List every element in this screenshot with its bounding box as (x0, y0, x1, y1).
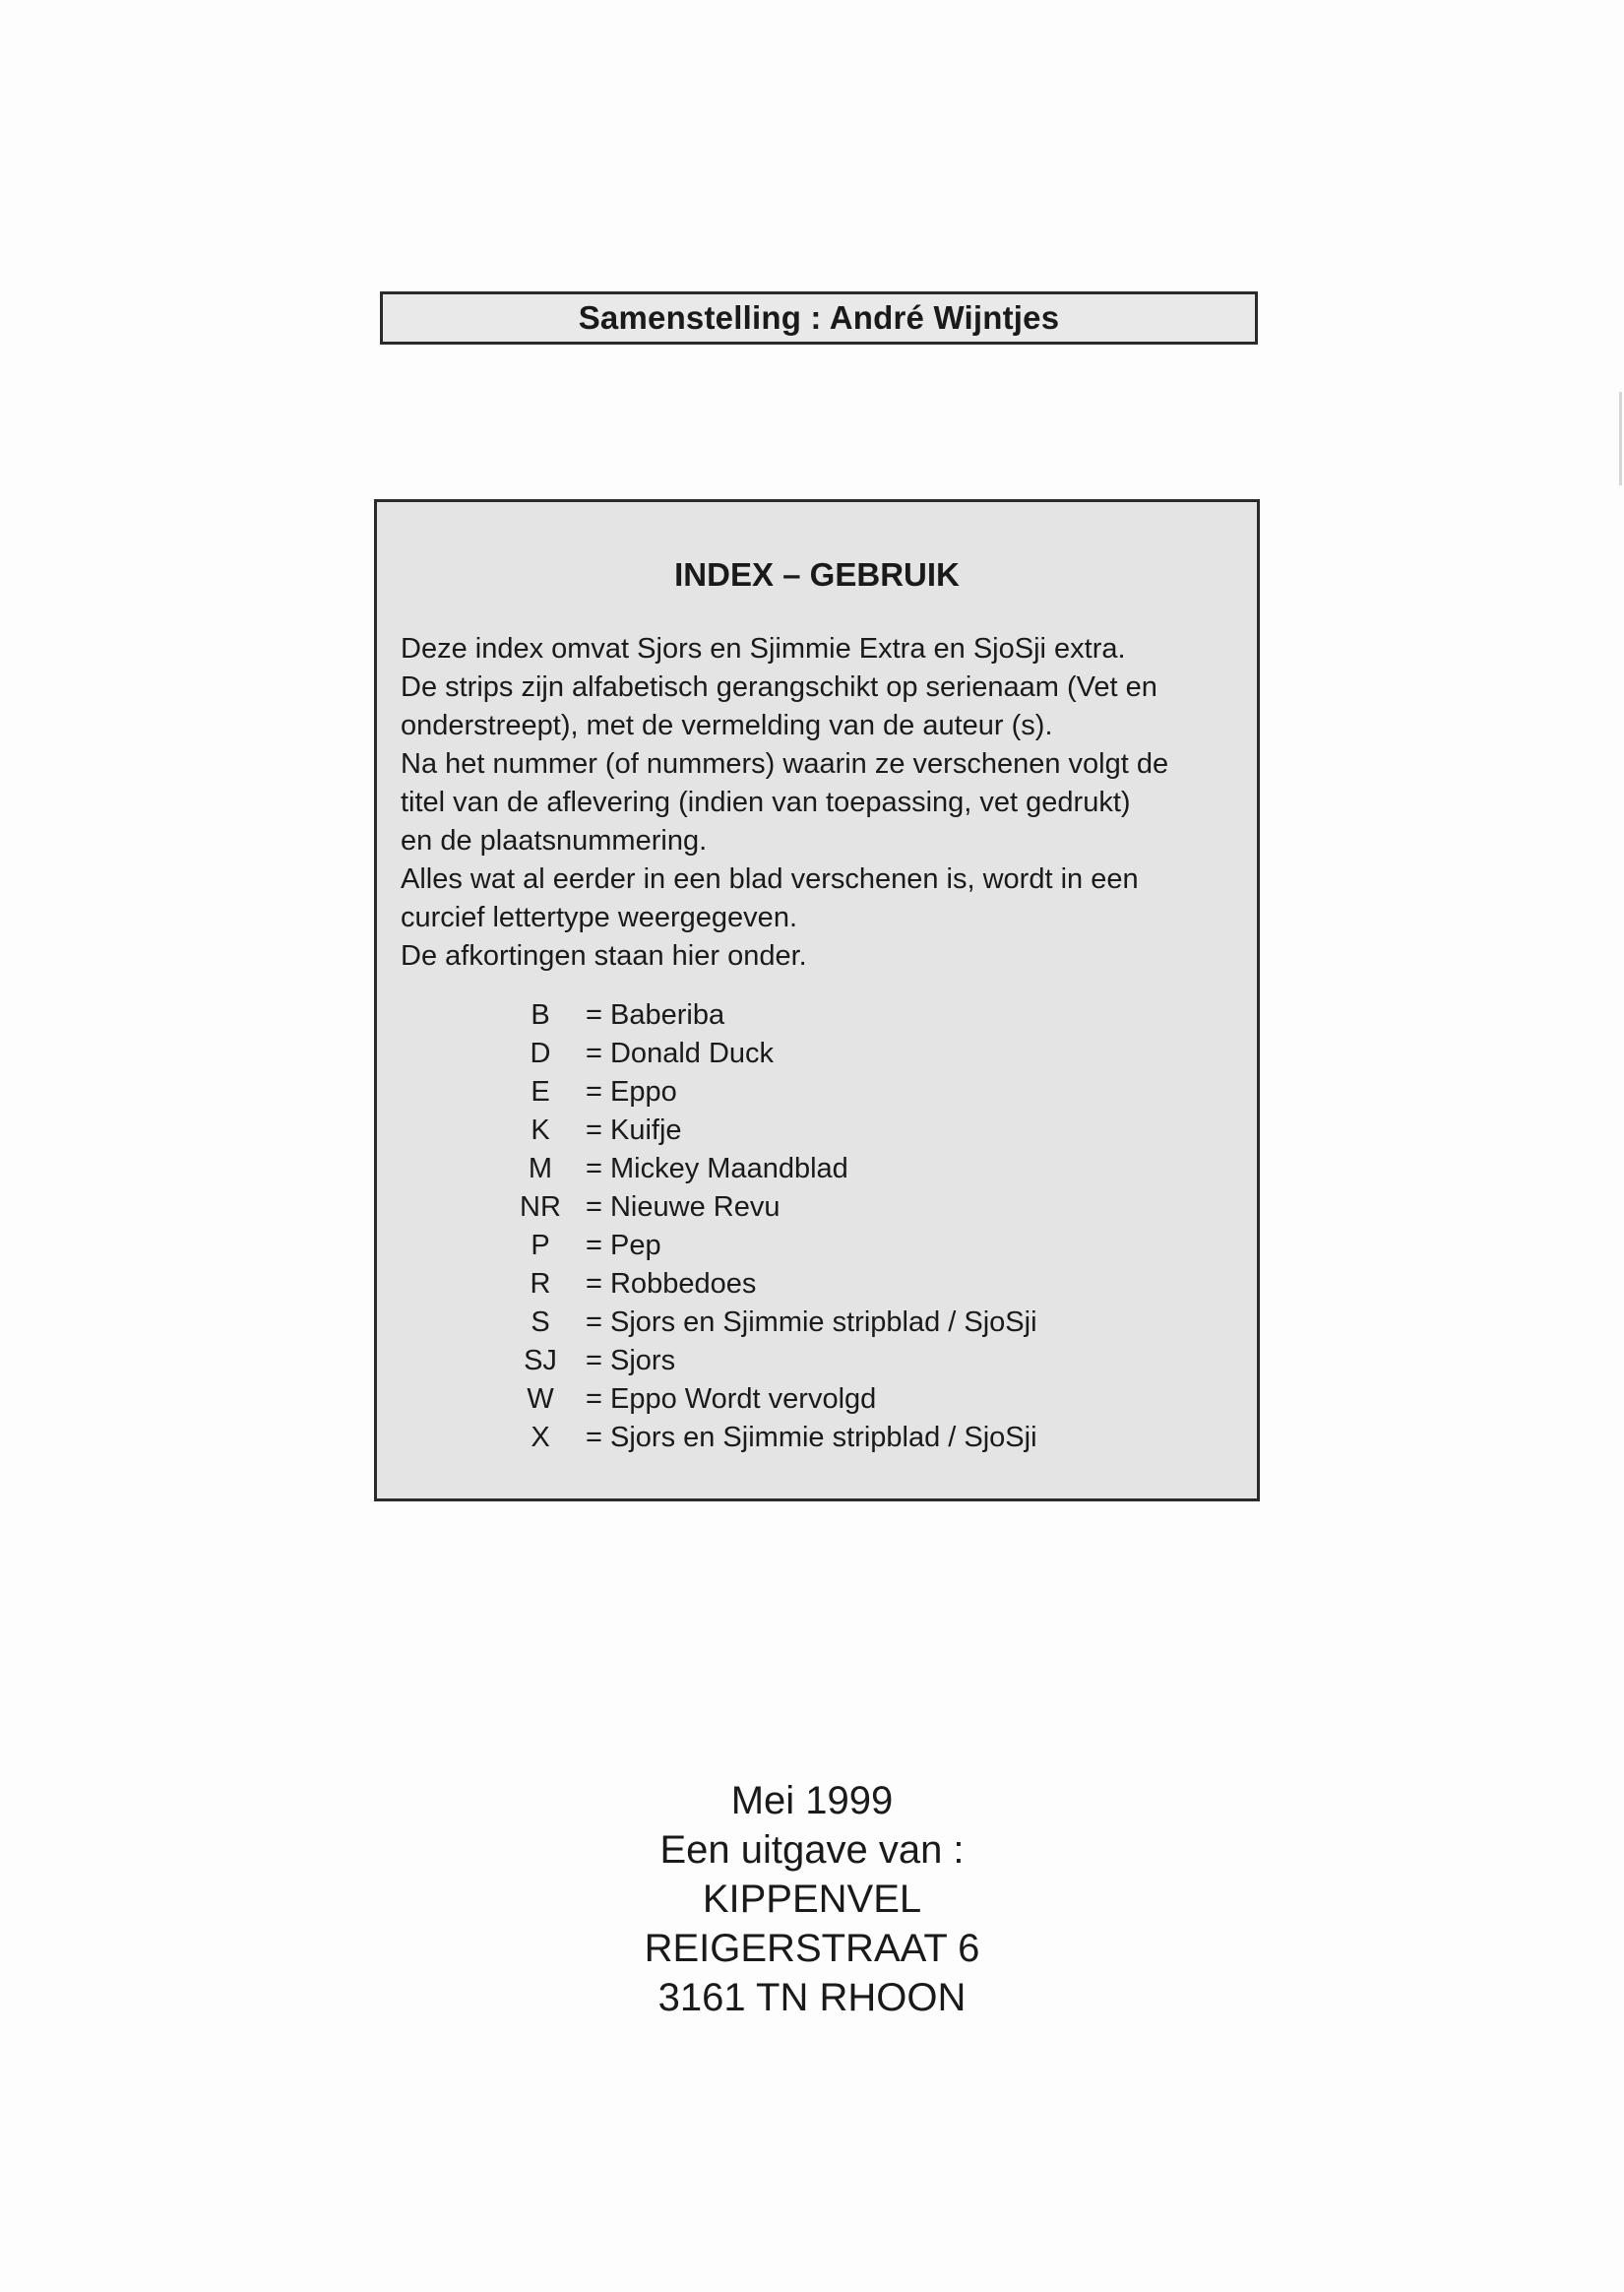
abbreviation-code: X (531, 1422, 550, 1453)
index-intro-text (401, 630, 1247, 976)
abbreviation-meaning: = Sjors en Sjimmie stripblad / SjoSji (586, 1422, 1037, 1453)
abbreviation-row (495, 1073, 1037, 1112)
intro-line: curcief lettertype weergegeven. (401, 902, 797, 933)
abbreviation-code: D (530, 1038, 551, 1069)
abbreviation-meaning: = Baberiba (586, 999, 725, 1031)
abbreviation-meaning: = Mickey Maandblad (586, 1153, 848, 1184)
abbreviation-code: S (531, 1306, 550, 1338)
abbreviation-row (495, 1150, 1037, 1188)
abbreviation-row (495, 1265, 1037, 1304)
abbreviation-meaning: = Pep (586, 1230, 661, 1261)
abbreviation-row (495, 1035, 1037, 1073)
credit-box (380, 291, 1258, 345)
compiler-credit: Samenstelling : André Wijntjes (578, 299, 1060, 336)
abbreviation-row (495, 1227, 1037, 1265)
abbreviation-row (495, 1380, 1037, 1419)
abbreviation-meaning: = Sjors en Sjimmie stripblad / SjoSji (586, 1306, 1037, 1338)
abbreviation-meaning: = Donald Duck (586, 1038, 775, 1069)
abbreviation-meaning: = Eppo Wordt vervolgd (586, 1383, 877, 1415)
abbreviation-code: E (531, 1076, 550, 1108)
abbreviation-list (495, 996, 1037, 1457)
publisher-city: 3161 TN RHOON (657, 1976, 967, 2019)
publisher-block (0, 1776, 1624, 2022)
abbreviation-meaning: = Eppo (586, 1076, 677, 1108)
abbreviation-row (495, 996, 1037, 1035)
abbreviation-code: SJ (524, 1345, 557, 1376)
intro-line: Na het nummer (of nummers) waarin ze verschenen volgt de (401, 748, 1169, 780)
abbreviation-code: K (531, 1114, 550, 1146)
abbreviation-code: NR (520, 1191, 561, 1223)
abbreviation-meaning: = Kuifje (586, 1114, 682, 1146)
intro-line: titel van de aflevering (indien van toepassing, vet gedrukt) (401, 787, 1131, 818)
index-usage-box (374, 499, 1260, 1501)
abbreviation-code: M (528, 1153, 553, 1184)
intro-line: Alles wat al eerder in een blad verschenen is, wordt in een (401, 863, 1139, 895)
abbreviation-row (495, 1188, 1037, 1227)
abbreviation-meaning: = Sjors (586, 1345, 676, 1376)
publisher-name: KIPPENVEL (702, 1878, 922, 1921)
abbreviation-code: W (527, 1383, 554, 1415)
intro-line: De strips zijn alfabetisch gerangschikt op serienaam (Vet en (401, 671, 1157, 703)
abbreviation-row (495, 1342, 1037, 1380)
abbreviation-row (495, 1419, 1037, 1457)
abbreviation-code: B (531, 999, 550, 1031)
abbreviation-code: R (530, 1268, 551, 1300)
intro-line: De afkortingen staan hier onder. (401, 940, 807, 972)
publication-date: Mei 1999 (730, 1779, 894, 1822)
abbreviation-row (495, 1304, 1037, 1342)
publisher-street: REIGERSTRAAT 6 (644, 1927, 980, 1970)
publisher-intro: Een uitgave van : (659, 1828, 965, 1872)
abbreviation-meaning: = Robbedoes (586, 1268, 757, 1300)
intro-line: en de plaatsnummering. (401, 825, 708, 857)
index-title: INDEX – GEBRUIK (674, 556, 960, 593)
abbreviation-meaning: = Nieuwe Revu (586, 1191, 781, 1223)
intro-line: onderstreept), met de vermelding van de auteur (s). (401, 710, 1053, 741)
abbreviation-code: P (531, 1230, 550, 1261)
abbreviation-row (495, 1112, 1037, 1150)
intro-line: Deze index omvat Sjors en Sjimmie Extra en SjoSji extra. (401, 633, 1126, 665)
page-edge-mark (1619, 392, 1622, 485)
